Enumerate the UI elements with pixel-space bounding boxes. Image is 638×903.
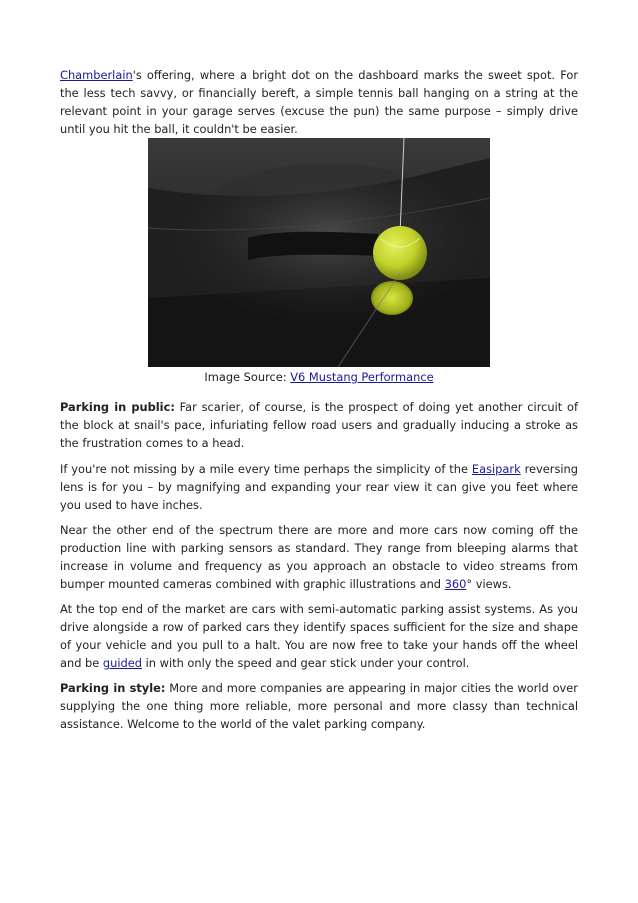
paragraph-text: in with only the speed and gear stick under your control. (142, 656, 470, 670)
tennis-ball-photo (148, 138, 490, 367)
paragraph-text: reversing lens is for you – by magnifying and expanding your rear view it can give you feet where you used to have inches. (60, 462, 579, 512)
chamberlain-link[interactable]: Chamberlain (60, 68, 133, 82)
paragraph-text: More and more companies are appearing in major cities the world over supplying the one thing more reliable, more personal and more classy than technical assistance. Welcome to the world of the valet parking company. (60, 681, 578, 731)
paragraph-easipark (60, 460, 578, 514)
paragraph-parking-public (60, 398, 578, 452)
paragraph-text: ° views. (466, 577, 512, 591)
paragraph-text: At the top end of the market are cars with semi-automatic parking assist systems. As you drive alongside a row of parked cars they identify spaces sufficient for the size and shape of your vehicle and you pull to a halt. You are now free to take your hands off the wheel and be (60, 602, 578, 670)
paragraph-parking-assist (60, 600, 578, 672)
photo-illustration (148, 138, 490, 367)
paragraph-text: Far scarier, of course, is the prospect of doing yet another circuit of the block at snail's pace, infuriating fellow road users and gradually inducing a stroke as the frustration comes to a head. (60, 400, 578, 450)
paragraph-sensors (60, 521, 578, 593)
paragraph-chamberlain (60, 66, 578, 138)
easipark-link[interactable]: Easipark (471, 462, 521, 476)
caption-prefix: Image Source: (204, 370, 291, 384)
360-link[interactable]: 360 (444, 577, 467, 591)
paragraph-parking-style (60, 679, 578, 733)
ball-reflection (371, 281, 413, 315)
paragraph-text: Near the other end of the spectrum there are more and more cars now coming off the production line with parking sensors as standard. They range from bleeping alarms that increase in volume and frequency as you approach an obstacle to video streams from bumper mounted cameras combined with graphic illustrations and (60, 523, 578, 591)
tennis-ball (373, 226, 427, 280)
paragraph-text: 's offering, where a bright dot on the dashboard marks the sweet spot. For the less tech savvy, or financially bereft, a simple tennis ball hanging on a string at the relevant point in your garage serves (excuse the pun) the same purpose – simply drive until you hit the ball, it couldn't be easier. (60, 68, 578, 136)
image-caption (60, 368, 578, 386)
v6-mustang-link[interactable]: V6 Mustang Performance (290, 370, 434, 384)
section-lead: Parking in public: (60, 400, 175, 414)
section-lead: Parking in style: (60, 681, 166, 695)
paragraph-text: If you're not missing by a mile every time perhaps the simplicity of the (60, 462, 472, 476)
guided-link[interactable]: guided (102, 656, 143, 670)
